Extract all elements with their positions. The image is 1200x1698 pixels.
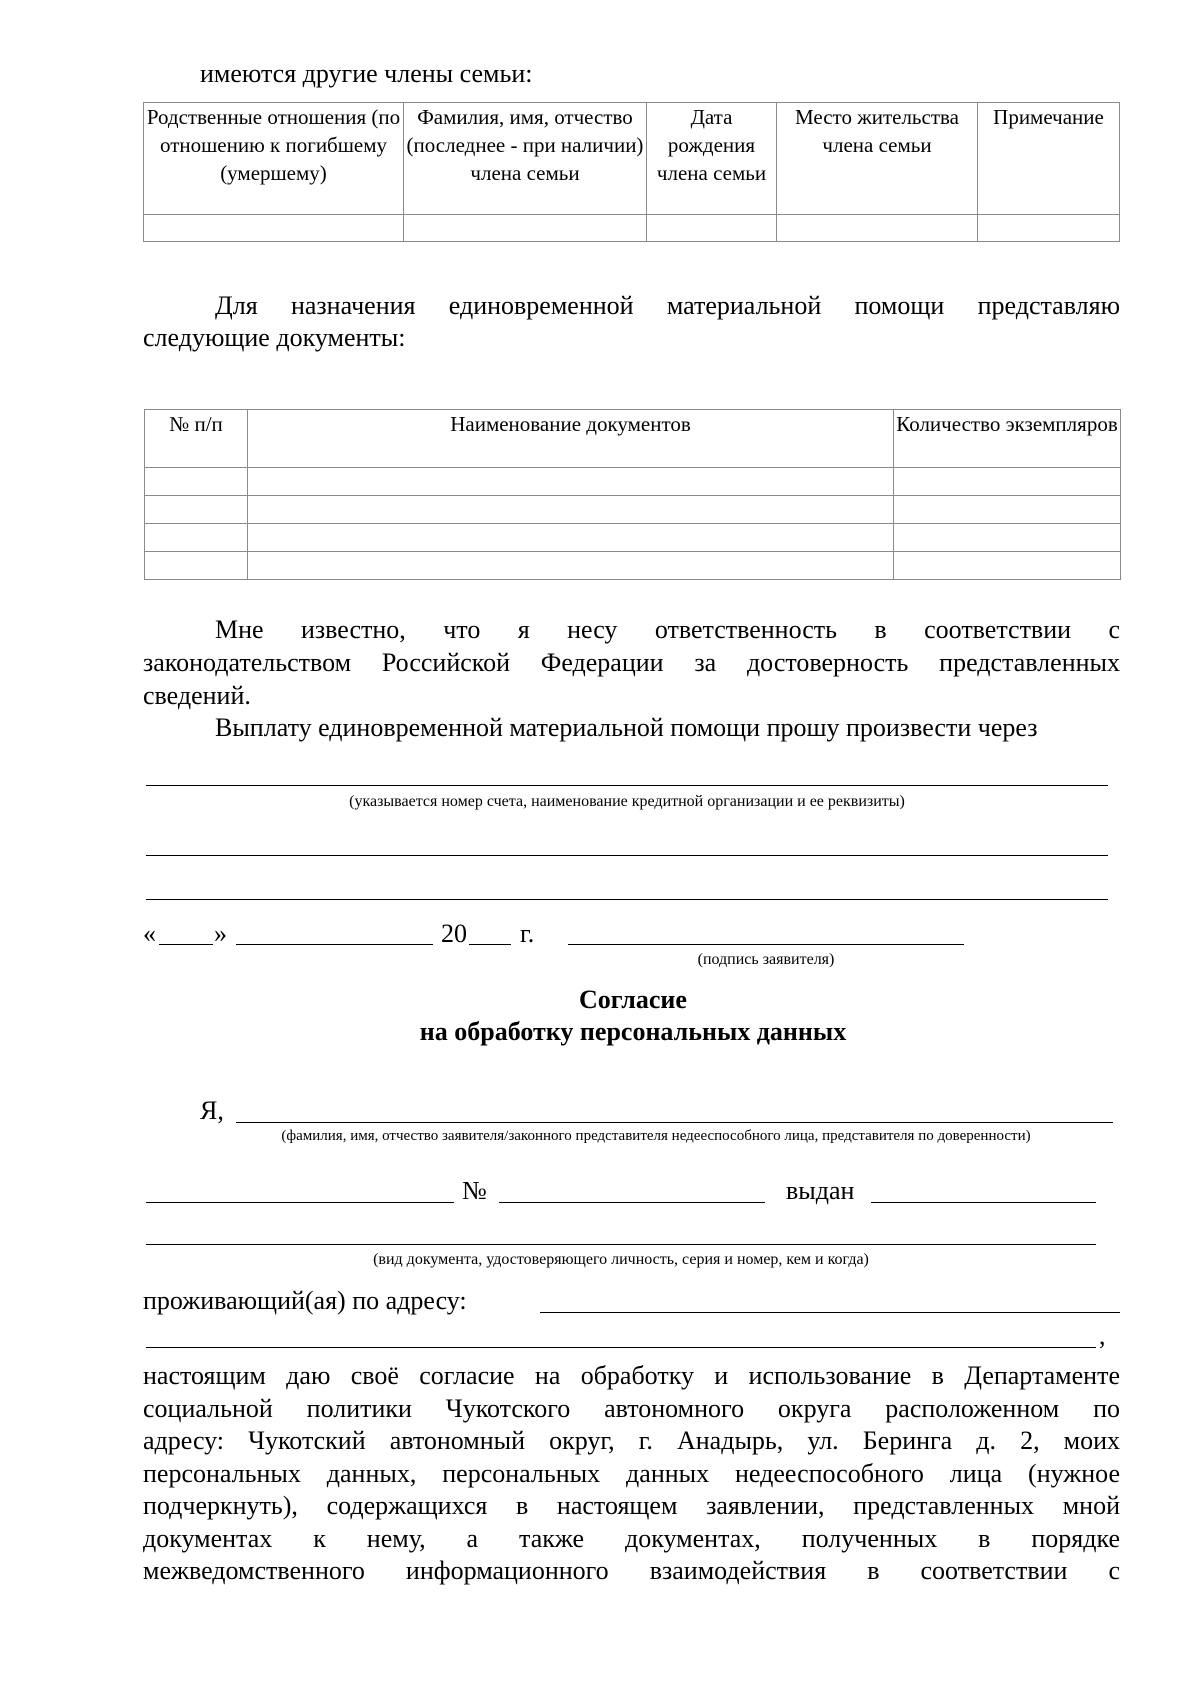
applicant-name-hint: (фамилия, имя, отчество заявителя/законного представителя недееспособного лица, представителя по доверенности) [281, 1128, 1031, 1144]
issued-label: выдан [786, 1176, 855, 1205]
table-cell[interactable] [404, 215, 647, 242]
table-cell[interactable] [248, 496, 894, 524]
table-row [145, 468, 1121, 496]
payment-details-field-3[interactable] [146, 899, 1108, 900]
id-doc-hint: (вид документа, удостоверяющего личность, серия и номер, кем и когда) [373, 1251, 869, 1268]
header-birth-date: Дата рождения члена семьи [647, 103, 777, 215]
table-cell[interactable] [248, 552, 894, 580]
payment-details-field[interactable] [146, 785, 1108, 786]
table-cell[interactable] [248, 468, 894, 496]
consent-subtitle: на обработку персональных данных [419, 1017, 847, 1046]
table-cell[interactable] [144, 215, 404, 242]
date-year-suffix: г. [520, 919, 535, 948]
issued-by-field[interactable] [871, 1202, 1096, 1203]
payment-details-field-2[interactable] [146, 855, 1108, 856]
payment-details-hint: (указывается номер счета, наименование кредитной организации и ее реквизиты) [349, 793, 905, 810]
family-intro: имеются другие члены семьи: [200, 59, 533, 88]
date-year-field[interactable] [469, 944, 511, 945]
consent-text-line: настоящим даю своё согласие на обработку и использование в Департаменте [143, 1361, 1120, 1390]
payment-request: Выплату единовременной материальной помощи прошу произвести через [215, 713, 1038, 742]
signature-field[interactable] [568, 944, 964, 945]
table-cell[interactable] [647, 215, 777, 242]
consent-text-line: межведомственного информационного взаимодействия в соответствии с [143, 1556, 1120, 1585]
table-cell[interactable] [894, 468, 1121, 496]
family-members-table [143, 102, 1120, 242]
table-header-row [145, 410, 1121, 468]
consent-text-line: персональных данных, персональных данных недееспособного лица (нужное [143, 1458, 1120, 1488]
consent-text [143, 1360, 1120, 1588]
header-relation: Родственные отношения (по отношению к погибшему (умершему) [144, 103, 404, 215]
address-label: проживающий(ая) по адресу: [143, 1286, 467, 1315]
table-cell[interactable] [145, 524, 248, 552]
header-number: № п/п [145, 410, 248, 468]
consent-title: Согласие [579, 985, 687, 1014]
documents-table [144, 409, 1121, 580]
table-cell[interactable] [248, 524, 894, 552]
consent-text-line: документах к нему, а также документах, полученных в порядке [143, 1523, 1120, 1553]
table-cell[interactable] [894, 496, 1121, 524]
id-doc-type-field[interactable] [146, 1202, 454, 1203]
address-field[interactable] [540, 1312, 1120, 1313]
responsibility-line2: законодательством Российской Федерации за достоверность представленных [143, 648, 1120, 677]
header-note: Примечание [978, 103, 1120, 215]
consent-i: Я, [200, 1096, 224, 1125]
consent-text-line: социальной политики Чукотского автономного округа расположенном по [143, 1393, 1120, 1423]
documents-intro-line2: следующие документы: [143, 323, 406, 352]
signature-hint: (подпись заявителя) [697, 951, 835, 968]
table-header-row [144, 103, 1120, 215]
documents-intro-line1: Для назначения единовременной материальной помощи представляю [215, 291, 1120, 320]
table-cell[interactable] [145, 552, 248, 580]
table-row [145, 552, 1121, 580]
consent-text-line: адресу: Чукотский автономный округ, г. Анадырь, ул. Беринга д. 2, моих [143, 1426, 1120, 1455]
header-full-name: Фамилия, имя, отчество (последнее - при наличии) члена семьи [404, 103, 647, 215]
id-doc-number-field[interactable] [499, 1202, 765, 1203]
table-row [144, 215, 1120, 242]
address-field-2[interactable] [146, 1347, 1096, 1348]
table-cell[interactable] [978, 215, 1120, 242]
table-cell[interactable] [894, 552, 1121, 580]
table-cell[interactable] [894, 524, 1121, 552]
doc-number-sign: № [462, 1176, 487, 1205]
consent-text-line: подчеркнуть), содержащихся в настоящем заявлении, представленных мной [143, 1491, 1120, 1520]
id-doc-field-2[interactable] [146, 1244, 1096, 1245]
address-comma: , [1099, 1321, 1106, 1350]
header-document-name: Наименование документов [248, 410, 894, 468]
table-cell[interactable] [777, 215, 978, 242]
responsibility-line3: сведений. [143, 681, 251, 710]
responsibility-line1: Мне известно, что я несу ответственность в соответствии с [215, 615, 1120, 644]
date-open-quote: « [143, 919, 156, 948]
table-row [145, 496, 1121, 524]
table-cell[interactable] [145, 496, 248, 524]
date-day-field[interactable] [159, 944, 213, 945]
date-year-prefix: 20 [441, 919, 467, 948]
table-cell[interactable] [145, 468, 248, 496]
table-row [145, 524, 1121, 552]
header-copies: Количество экземпляров [894, 410, 1121, 468]
applicant-name-field[interactable] [236, 1122, 1113, 1123]
date-month-field[interactable] [236, 944, 433, 945]
date-close-quote: » [214, 919, 227, 948]
header-residence: Место жительства члена семьи [777, 103, 978, 215]
